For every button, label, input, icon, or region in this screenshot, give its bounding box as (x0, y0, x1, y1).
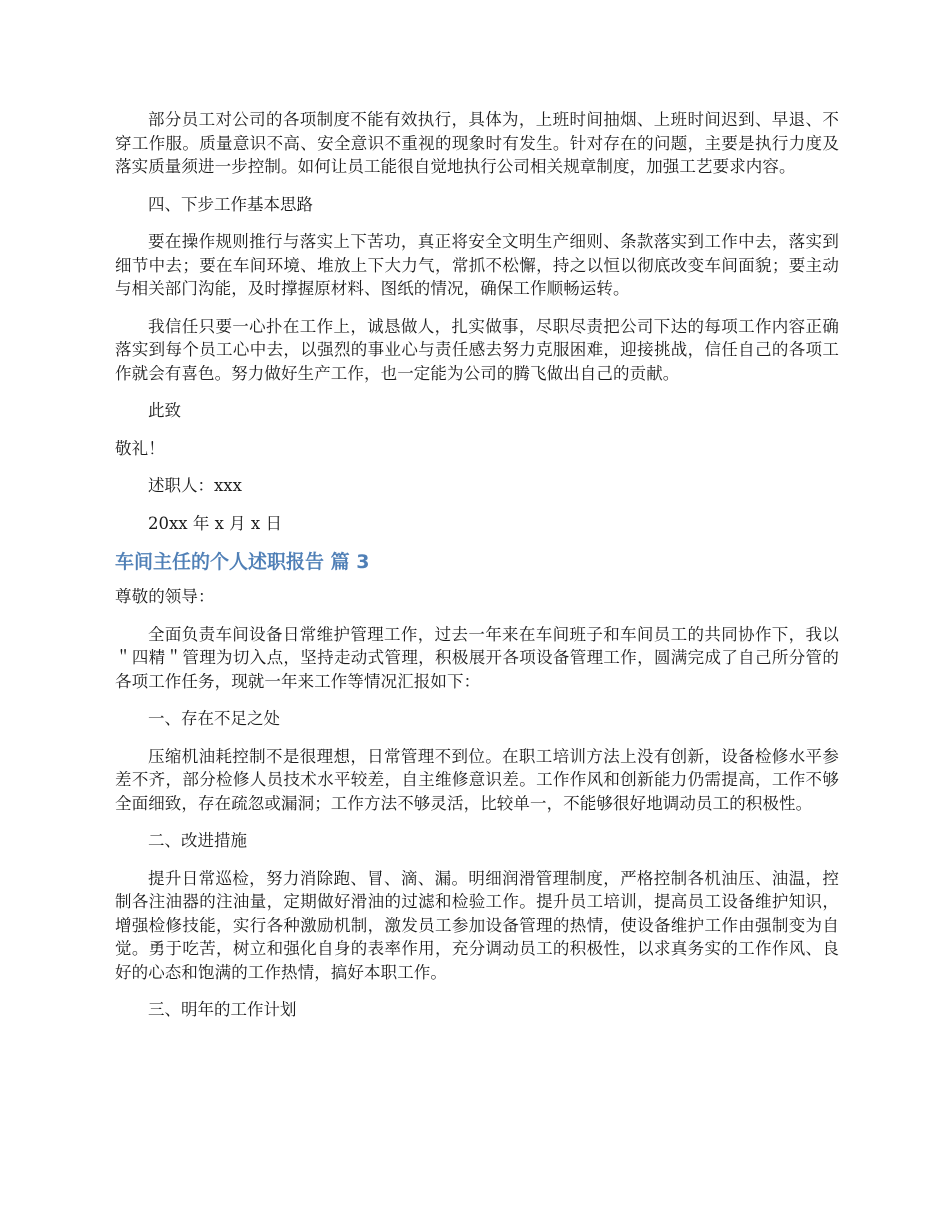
date-line: 20xx 年 x 月 x 日 (148, 513, 282, 533)
paragraph-commitment: 我信任只要一心扑在工作上，诚恳做人，扎实做事，尽职尽责把公司下达的每项工作内容正确落实到每个员工心中去，以强烈的事业心与责任感去努力克服困难，迎接挑战，信任自己的各项工作就会有喜色。努力做好生产工作，也一定能为公司的腾飞做出自己的贡献。 (115, 316, 839, 383)
closing-regards: 敬礼！ (115, 438, 165, 458)
closing-salutation: 此致 (148, 401, 181, 420)
paragraph-shortcomings: 压缩机油耗控制不是很理想，日常管理不到位。在职工培训方法上没有创新，设备检修水平参差不齐，部分检修人员技术水平较差，自主维修意识差。工作作风和创新能力仍需提高，工作不够全面细致，存在疏忽或漏洞；工作方法不够灵活，比较单一，不能够很好地调动员工的积极性。 (115, 746, 839, 813)
heading-next-year-plan: 三、明年的工作计划 (148, 1000, 297, 1019)
heading-improvements: 二、改进措施 (148, 831, 247, 850)
paragraph-next-steps: 要在操作规则推行与落实上下苦功，真正将安全文明生产细则、条款落实到工作中去，落实到细节中去；要在车间环境、堆放上下大力气，常抓不松懈，持之以恒以彻底改变车间面貌；要主动与相关部门沟能，及时撑握原材料、图纸的情况，确保工作顺畅运转。 (115, 232, 839, 298)
paragraph-improvements: 提升日常巡检，努力消除跑、冒、滴、漏。明细润滑管理制度，严格控制各机油压、油温，控制各注油器的注油量，定期做好滑油的过滤和检验工作。提升员工培训，提高员工设备维护知识，增强检修技能，实行各种激励机制，激发员工参加设备管理的热情，使设备维护工作由强制变为自觉。勇于吃苦，树立和强化自身的表率作用，充分调动员工的积极性，以求真务实的工作作风、良好的心态和饱满的工作热情，搞好本职工作。 (115, 868, 839, 982)
heading-shortcomings: 一、存在不足之处 (148, 709, 280, 728)
greeting: 尊敬的领导： (115, 587, 215, 606)
section-3-title: 车间主任的个人述职报告 篇 3 (115, 551, 370, 573)
signer-line: 述职人：xxx (148, 476, 242, 495)
paragraph-discipline-issues: 部分员工对公司的各项制度不能有效执行，具体为，上班时间抽烟、上班时间迟到、早退、不穿工作服。质量意识不高、安全意识不重视的现象时有发生。针对存在的问题，主要是执行力度及落实质量须进一步控制。如何让员工能很自觉地执行公司相关规章制度，加强工艺要求内容。 (115, 110, 839, 176)
heading-next-steps: 四、下步工作基本思路 (148, 194, 313, 214)
document-page (115, 108, 839, 1036)
paragraph-intro: 全面负责车间设备日常维护管理工作，过去一年来在车间班子和车间员工的共同协作下，我以＂四精＂管理为切入点，坚持走动式管理，积极展开各项设备管理工作，圆满完成了自己所分管的各项工作任务，现就一年来工作等情况汇报如下： (115, 624, 839, 691)
